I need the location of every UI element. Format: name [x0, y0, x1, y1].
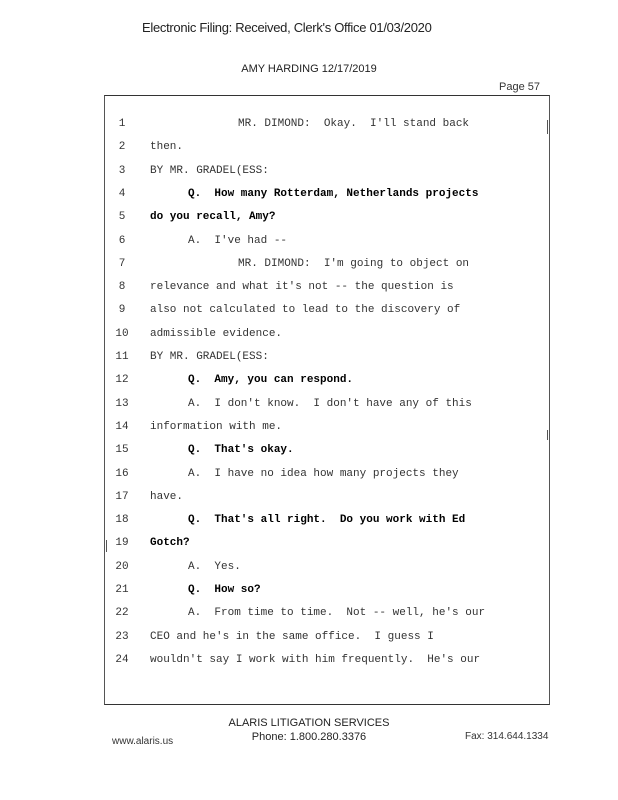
transcript-line	[0, 163, 618, 183]
line-text: MR. DIMOND: I'm going to object on	[238, 257, 470, 270]
line-number: 2	[118, 141, 126, 154]
line-number: 7	[118, 257, 126, 270]
transcript-line	[0, 116, 618, 136]
transcript-line	[0, 349, 618, 369]
line-number: 23	[115, 630, 129, 643]
line-number: 6	[118, 234, 126, 247]
transcript-line	[0, 302, 618, 322]
line-text: Q. How so?	[188, 584, 261, 596]
line-text: A. I don't know. I don't have any of this	[188, 397, 472, 410]
line-text: relevance and what it's not -- the question is	[150, 281, 454, 294]
line-text: wouldn't say I work with him frequently. He's our	[150, 653, 481, 666]
transcript-line	[0, 535, 618, 555]
transcript-line	[0, 209, 618, 229]
line-text: Gotch?	[150, 537, 190, 550]
footer-website: www.alaris.us	[112, 736, 174, 747]
line-number: 3	[118, 164, 126, 177]
deposition-header: AMY HARDING 12/17/2019	[241, 63, 377, 75]
line-number: 11	[115, 351, 129, 363]
line-number: 18	[115, 514, 129, 527]
line-text: have.	[150, 490, 184, 503]
line-number: 24	[115, 653, 129, 666]
line-text: Q. How many Rotterdam, Netherlands projects	[188, 187, 479, 200]
line-text: do you recall, Amy?	[150, 211, 276, 224]
line-text: A. I have no idea how many projects they	[188, 467, 459, 480]
transcript-line	[0, 372, 618, 392]
line-number: 21	[115, 584, 129, 596]
line-text: MR. DIMOND: Okay. I'll stand back	[238, 118, 470, 130]
transcript-line	[0, 186, 618, 206]
line-text: information with me.	[150, 420, 283, 433]
transcript-line	[0, 466, 618, 486]
transcript-line	[0, 419, 618, 439]
transcript-line	[0, 489, 618, 509]
transcript-line	[0, 559, 618, 579]
line-text: Q. That's okay.	[188, 444, 294, 457]
footer-fax: Fax: 314.644.1334	[465, 731, 549, 742]
line-number: 19	[115, 537, 129, 550]
transcript-line	[0, 512, 618, 532]
line-number: 1	[118, 118, 126, 130]
line-number: 13	[115, 397, 129, 410]
line-number: 20	[115, 560, 129, 573]
line-number: 12	[115, 374, 129, 387]
line-text: A. From time to time. Not -- well, he's our	[188, 607, 486, 620]
line-text: BY MR. GRADEL(ESS:	[150, 164, 269, 177]
transcript-line	[0, 139, 618, 159]
line-text: A. I've had --	[188, 234, 288, 247]
transcript-line	[0, 629, 618, 649]
line-text: Q. Amy, you can respond.	[188, 374, 354, 387]
line-number: 22	[115, 607, 129, 620]
line-text: then.	[150, 141, 184, 154]
line-text: A. Yes.	[188, 560, 241, 573]
line-text: Q. That's all right. Do you work with Ed	[188, 514, 466, 527]
line-text: CEO and he's in the same office. I guess I	[150, 630, 434, 643]
line-number: 8	[118, 281, 126, 294]
transcript-line	[0, 233, 618, 253]
transcript-line	[0, 652, 618, 672]
transcript-line	[0, 279, 618, 299]
page-number: Page 57	[499, 81, 540, 93]
footer-phone: Phone: 1.800.280.3376	[251, 731, 367, 743]
transcript-line	[0, 396, 618, 416]
transcript-line	[0, 256, 618, 276]
line-number: 4	[118, 187, 126, 200]
line-text: BY MR. GRADEL(ESS:	[150, 351, 269, 363]
line-number: 10	[115, 327, 129, 340]
line-number: 9	[118, 304, 126, 317]
line-number: 16	[115, 467, 129, 480]
line-number: 15	[115, 444, 129, 457]
footer-company: ALARIS LITIGATION SERVICES	[228, 717, 390, 729]
transcript-line	[0, 326, 618, 346]
line-text: admissible evidence.	[150, 327, 283, 340]
line-number: 5	[118, 211, 126, 224]
transcript-line	[0, 582, 618, 602]
line-number: 17	[115, 490, 129, 503]
line-text: also not calculated to lead to the discovery of	[150, 304, 461, 317]
transcript-line	[0, 442, 618, 462]
filing-stamp: Electronic Filing: Received, Clerk's Office 01/03/2020	[142, 20, 432, 35]
transcript-line	[0, 605, 618, 625]
line-number: 14	[115, 420, 129, 433]
